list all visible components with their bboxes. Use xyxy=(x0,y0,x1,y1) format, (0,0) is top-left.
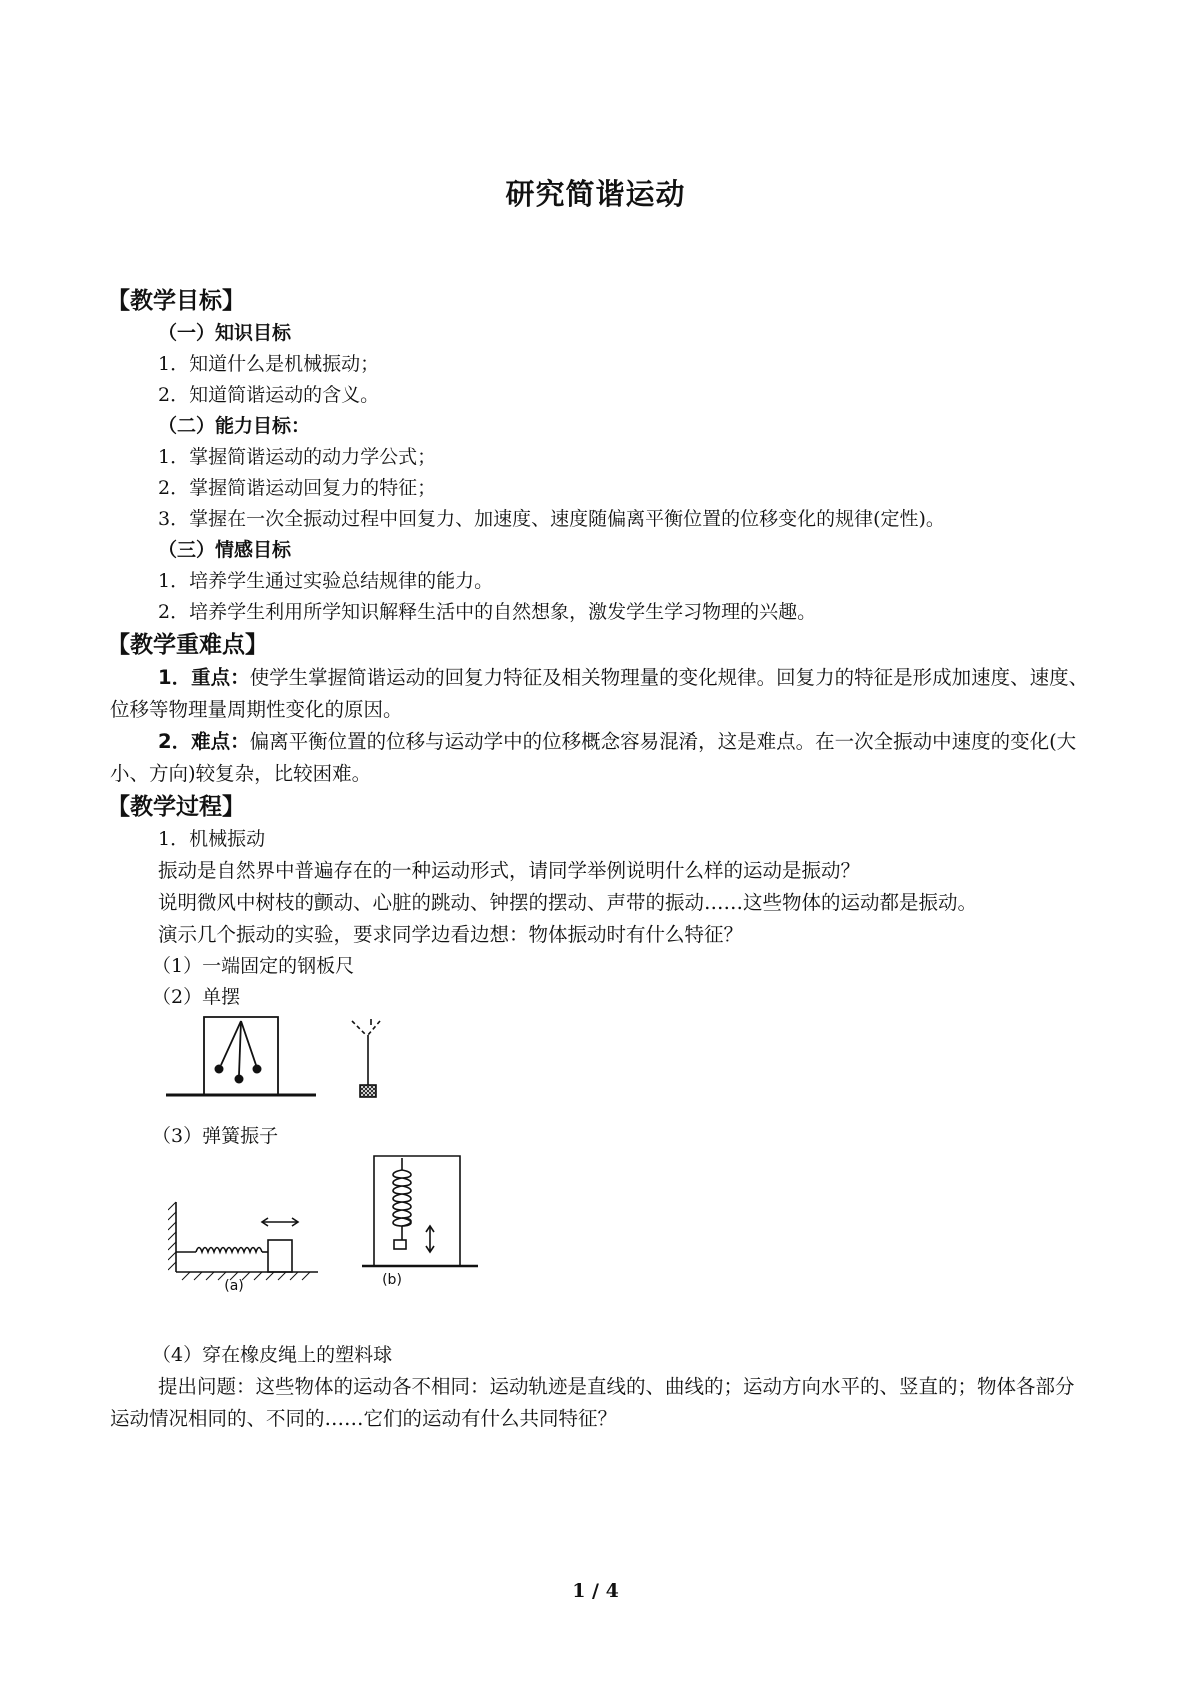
process-heading: 【教学过程】 xyxy=(107,794,245,820)
horizontal-spring-oscillator xyxy=(168,1202,318,1280)
figure-label-b: (b) xyxy=(382,1272,402,1288)
string-vibration-sketch xyxy=(352,1019,380,1097)
demo-plastic-ball: （4）穿在橡皮绳上的塑料球 xyxy=(152,1344,393,1366)
key-point-paragraph xyxy=(110,662,1090,726)
pendulum-bob-left xyxy=(215,1065,224,1074)
pendulum-bob-center xyxy=(235,1075,244,1084)
key-point-text: 使学生掌握简谐运动的回复力特征及相关物理量的变化规律。回复力的特征是形成加速度、速度、位移等物理量周期性变化的原因。 xyxy=(110,666,1089,721)
ability-objectives-label: （二）能力目标： xyxy=(158,415,311,437)
key-point-label: 1．重点： xyxy=(158,666,250,689)
question-paragraph: 提出问题：这些物体的运动各不相同：运动轨迹是直线的、曲线的；运动方向水平的、竖直的；物体各部分运动情况相同的、不同的……它们的运动有什么共同特征？ xyxy=(110,1375,1075,1430)
vertical-spring-oscillator xyxy=(362,1156,478,1266)
process-paragraph: 振动是自然界中普遍存在的一种运动形式，请同学举例说明什么样的运动是振动？ xyxy=(158,859,861,882)
knowledge-objectives-label: （一）知识目标 xyxy=(158,322,292,344)
pendulum-string-left xyxy=(221,1021,241,1065)
demo-steel-ruler: （1）一端固定的钢板尺 xyxy=(152,955,355,977)
pendulum-string-center xyxy=(239,1021,241,1075)
pendulum-figure xyxy=(110,1013,1090,1101)
process-paragraph: 说明微风中树枝的颤动、心脏的跳动、钟摆的摆动、声带的振动……这些物体的运动都是振动。 xyxy=(158,891,978,914)
figure-label-a: (a) xyxy=(224,1278,244,1294)
oscillator-block xyxy=(268,1240,292,1272)
difficulty-paragraph xyxy=(110,726,1090,790)
demo-spring-oscillator: （3）弹簧振子 xyxy=(152,1125,279,1147)
pendulum-diagram xyxy=(166,1013,586,1101)
page-number: 1 / 4 xyxy=(572,1580,619,1602)
key-points-heading: 【教学重难点】 xyxy=(107,632,268,658)
knowledge-item: 1．知道什么是机械振动； xyxy=(158,353,380,375)
emotion-objectives-label: （三）情感目标 xyxy=(158,539,292,561)
horizontal-spring-coil xyxy=(196,1248,262,1253)
emotion-item: 1．培养学生通过实验总结规律的能力。 xyxy=(158,570,494,592)
document-title: 研究简谐运动 xyxy=(505,177,686,211)
ability-item: 3．掌握在一次全振动过程中回复力、加速度、速度随偏离平衡位置的位移变化的规律(定性)。 xyxy=(158,508,945,530)
pendulum-string-right xyxy=(241,1021,256,1065)
section-mechanical-vibration: 1．机械振动 xyxy=(158,828,266,850)
process-paragraph: 演示几个振动的实验，要求同学边看边想：物体振动时有什么特征？ xyxy=(158,923,744,946)
emotion-item: 2．培养学生利用所学知识解释生活中的自然想象，激发学生学习物理的兴趣。 xyxy=(158,601,817,623)
knowledge-item: 2．知道简谐运动的含义。 xyxy=(158,384,380,406)
hanging-mass xyxy=(394,1240,406,1249)
pendulum-bob-right xyxy=(253,1065,262,1074)
document-body xyxy=(107,284,1090,1435)
objectives-heading: 【教学目标】 xyxy=(107,288,245,314)
demo-pendulum: （2）单摆 xyxy=(152,986,241,1008)
spring-figure xyxy=(110,1152,1090,1314)
ability-item: 2．掌握简谐运动回复力的特征； xyxy=(158,477,437,499)
difficulty-label: 2．难点： xyxy=(158,730,250,753)
difficulty-text: 偏离平衡位置的位移与运动学中的位移概念容易混淆，这是难点。在一次全振动中速度的变化(大小、方向)较复杂，比较困难。 xyxy=(110,730,1077,785)
ability-item: 1．掌握简谐运动的动力学公式； xyxy=(158,446,437,468)
